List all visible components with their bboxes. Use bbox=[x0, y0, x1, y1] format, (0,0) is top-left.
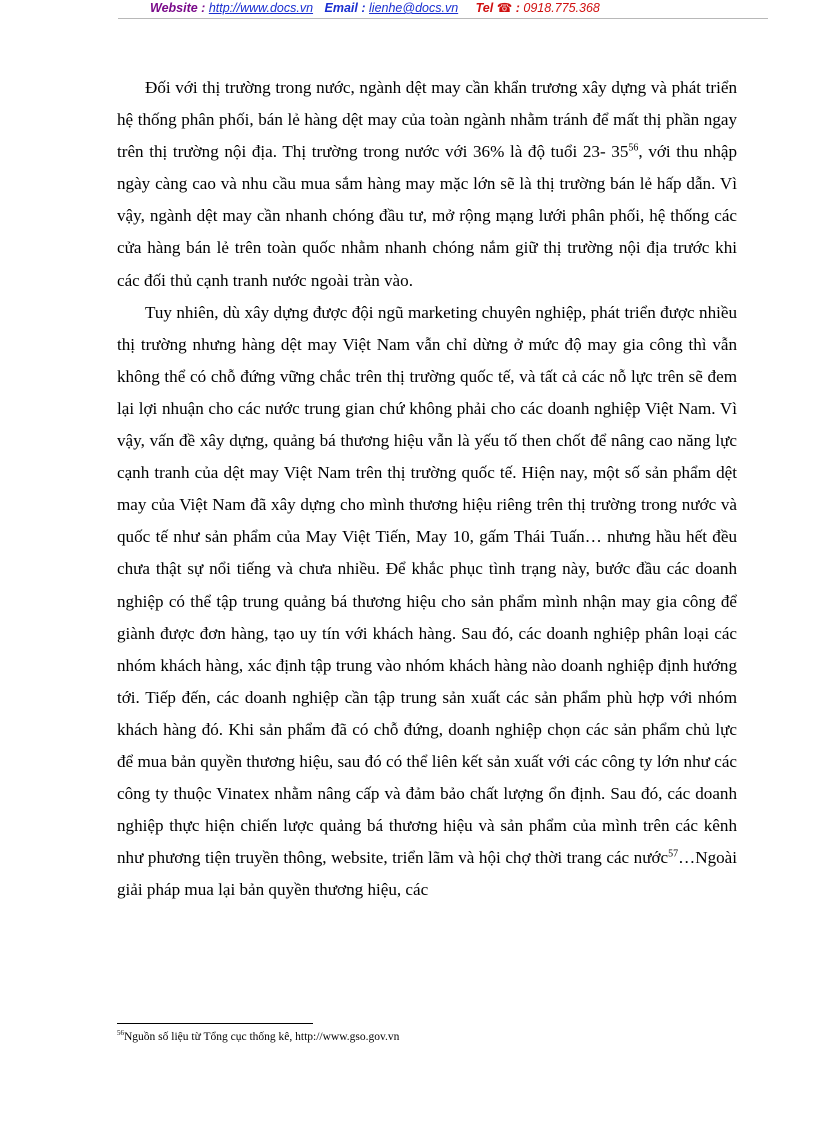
email-link[interactable]: lienhe@docs.vn bbox=[369, 1, 459, 15]
header-divider bbox=[118, 18, 768, 19]
paragraph-2-text-a: Tuy nhiên, dù xây dựng được đội ngũ marketing chuyên nghiệp, phát triển được nhiều thị trường nhưng hàng dệt may Việt Nam vẫn chỉ dừng ở mức độ may gia công thì vẫn không thể có chỗ đứng vững chắc trên thị trường quốc tế, và tất cả các nỗ lực trên sẽ đem lại lợi nhuận cho các nước trung gian chứ không phải cho các doanh nghiệp Việt Nam. Vì vậy, vấn đề xây dựng, quảng bá thương hiệu vẫn là yếu tố then chốt để nâng cao năng lực cạnh tranh của dệt may Việt Nam trên thị trường quốc tế. Hiện nay, một số sản phẩm dệt may của Việt Nam đã xây dựng cho mình thương hiệu riêng trên thị trường trong nước và quốc tế như sản phẩm của May Việt Tiến, May 10, gấm Thái Tuấn… nhưng hầu hết đều chưa thật sự nổi tiếng và chưa nhiều. Để khắc phục tình trạng này, bước đầu các doanh nghiệp có thể tập trung quảng bá thương hiệu cho sản phẩm mình nhận may gia công để giành được đơn hàng, tạo uy tín với khách hàng. Sau đó, các doanh nghiệp phân loại các nhóm khách hàng, xác định tập trung vào nhóm khách hàng nào doanh nghiệp định hướng tới. Tiếp đến, các doanh nghiệp cần tập trung sản xuất các sản phẩm phù hợp với nhóm khách hàng đó. Khi sản phẩm đã có chỗ đứng, doanh nghiệp chọn các sản phẩm chủ lực để mua bản quyền thương hiệu, sau đó có thể liên kết sản xuất với các công ty lớn như các công ty thuộc Vinatex nhằm nâng cấp và đảm bảo chất lượng ổn định. Sau đó, các doanh nghiệp thực hiện chiến lược quảng bá thương hiệu và sản phẩm của mình trên các kênh như phương tiện truyền thông, website, triển lãm và hội chợ thời trang các nước bbox=[117, 302, 737, 868]
document-body bbox=[117, 72, 737, 906]
footnote-marker: 56 bbox=[117, 1029, 124, 1038]
website-link[interactable]: http://www.docs.vn bbox=[208, 1, 314, 15]
tel-number: 0918.775.368 bbox=[523, 1, 600, 15]
paragraph-2 bbox=[117, 297, 737, 907]
footnote bbox=[117, 1030, 737, 1044]
tel-label: Tel ☎ : bbox=[475, 1, 520, 15]
paragraph-1-text-b: , với thu nhập ngày càng cao và nhu cầu mua sắm hàng may mặc lớn sẽ là thị trường bán lẻ hấp dẫn. Vì vậy, ngành dệt may cần nhanh chóng đầu tư, mở rộng mạng lưới phân phối, hệ thống các cửa hàng bán lẻ trên toàn quốc nhằm nhanh chóng nắm giữ thị trường nội địa trước khi các đối thủ cạnh tranh nước ngoài tràn vào. bbox=[117, 142, 738, 290]
page-header bbox=[150, 0, 770, 18]
website-label: Website : bbox=[150, 1, 206, 15]
email-label: Email : bbox=[324, 1, 366, 15]
footnote-ref-57[interactable]: 57 bbox=[668, 848, 679, 860]
footnote-divider bbox=[117, 1023, 313, 1024]
paragraph-1-text-a: Đối với thị trường trong nước, ngành dệt may cần khẩn trương xây dựng và phát triển hệ thống phân phối, bán lẻ hàng dệt may của toàn ngành nhằm tránh để mất thị phần ngay trên thị trường nội địa. Thị trường trong nước với 36% là độ tuổi 23- 35 bbox=[117, 78, 737, 162]
paragraph-1 bbox=[117, 72, 737, 297]
paragraph-2-text-b: …Ngoài giải pháp mua lại bản quyền thương hiệu, các bbox=[117, 848, 737, 900]
footnote-text: Nguồn số liệu từ Tổng cục thống kê, http://www.gso.gov.vn bbox=[124, 1031, 400, 1043]
footnote-ref-56[interactable]: 56 bbox=[628, 142, 639, 154]
